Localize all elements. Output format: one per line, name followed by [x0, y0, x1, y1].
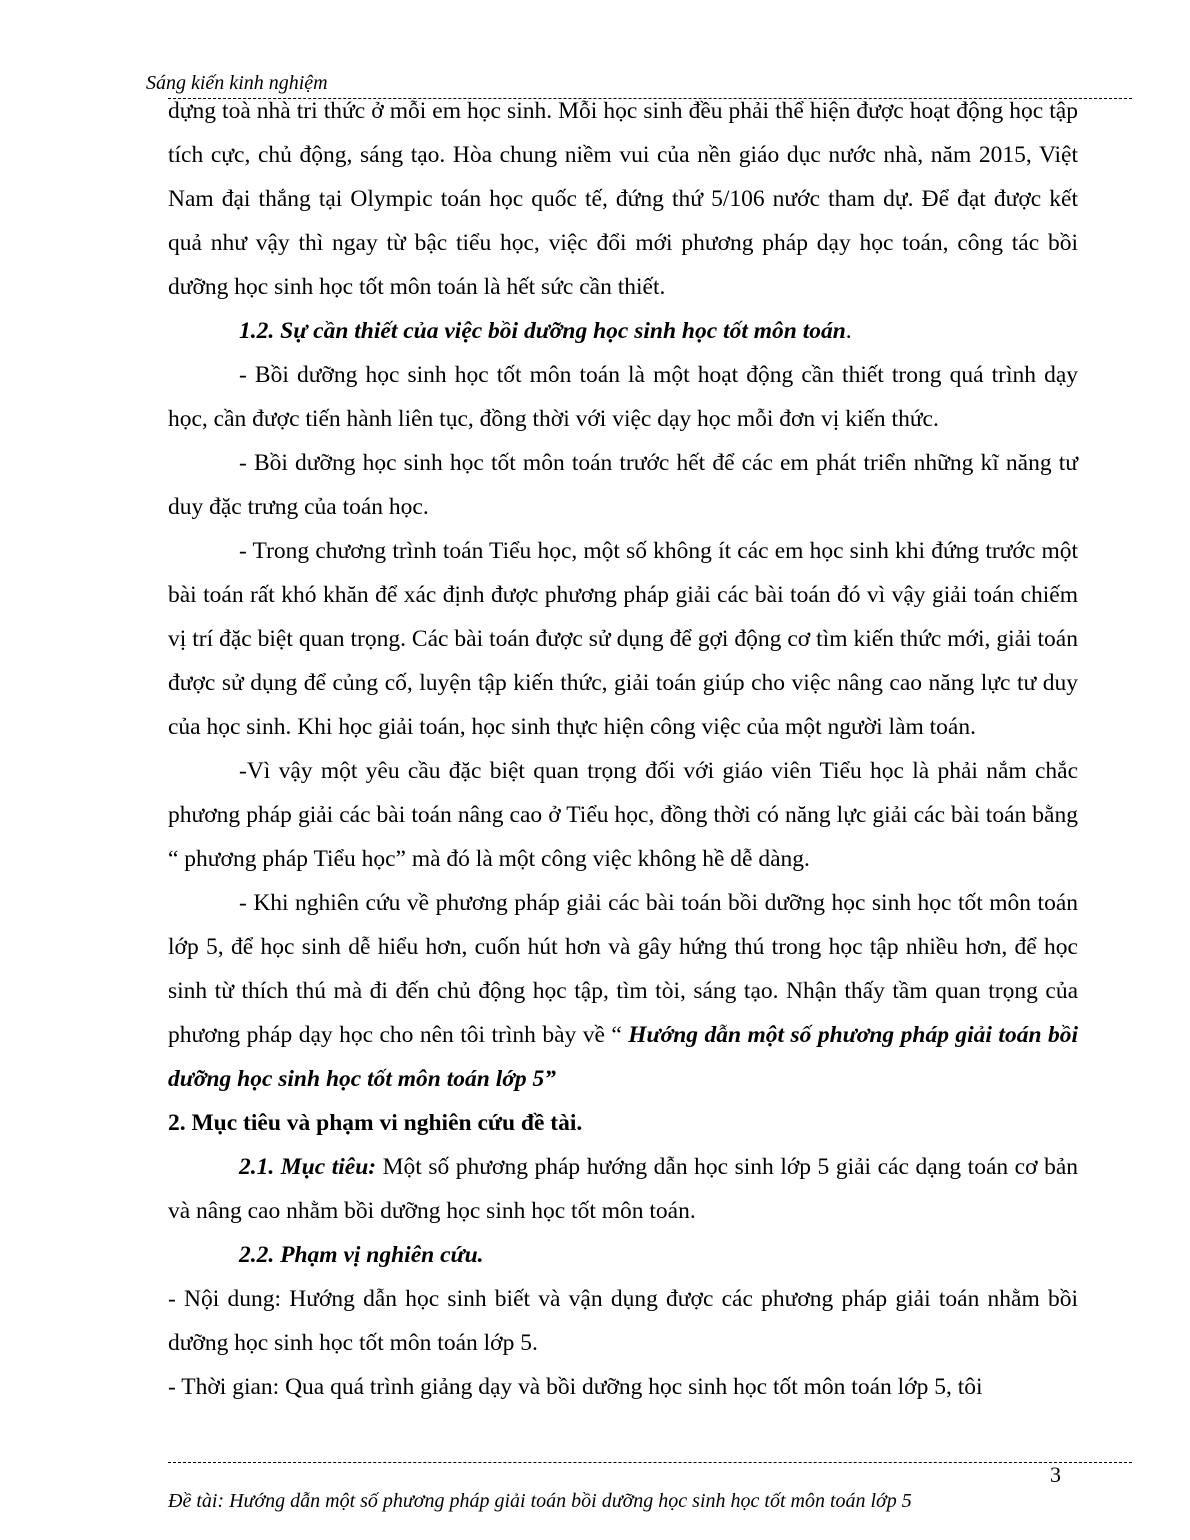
page-header: Sáng kiến kinh nghiệm — [146, 72, 328, 94]
paragraph: -Vì vậy một yêu cầu đặc biệt quan trọng đối với giáo viên Tiểu học là phải nắm chắc phương pháp giải các bài toán nâng cao ở Tiểu học, đồng thời có năng lực giải các bài toán bằng “ phương pháp Tiểu học” mà đó là một công việc không hề dễ dàng. — [168, 758, 1078, 872]
heading-text: 1.2. Sự cần thiết của việc bồi dưỡng học sinh học tốt môn toán — [239, 318, 846, 344]
paragraph: - Trong chương trình toán Tiểu học, một số không ít các em học sinh khi đứng trước một bài toán rất khó khăn để xác định được phương pháp giải các bài toán đó vì vậy giải toán chiếm vị trí đặc biệt quan trọng. Các bài toán được sử dụng để gợi động cơ tìm kiến thức mới, giải toán được sử dụng để củng cố, luyện tập kiến thức, giải toán giúp cho việc nâng cao năng lực tư duy của học sinh. Khi học giải toán, học sinh thực hiện công việc của một người làm toán. — [168, 538, 1078, 740]
footer-divider — [168, 1462, 1132, 1463]
paragraph: - Bồi dưỡng học sinh học tốt môn toán là một hoạt động cần thiết trong quá trình dạy học, cần được tiến hành liên tục, đồng thời với việc dạy học mỗi đơn vị kiến thức. — [168, 362, 1078, 432]
page-footer: Đề tài: Hướng dẫn một số phương pháp giải toán bồi dưỡng học sinh học tốt môn toán lớp 5 — [168, 1490, 912, 1512]
document-body — [168, 89, 1078, 1409]
heading-period: . — [845, 318, 852, 344]
paragraph: - Bồi dưỡng học sinh học tốt môn toán trước hết để các em phát triển những kĩ năng tư duy đặc trưng của toán học. — [168, 450, 1078, 520]
page-number: 3 — [1050, 1462, 1061, 1487]
heading-label: 2.1. Mục tiêu: — [239, 1154, 377, 1180]
section-heading-2-2: 2.2. Phạm vị nghiên cứu. — [239, 1242, 484, 1268]
paragraph — [168, 881, 1078, 1101]
paragraph: dựng toà nhà tri thức ở mỗi em học sinh. Mỗi học sinh đều phải thể hiện được hoạt động học tập tích cực, chủ động, sáng tạo. Hòa chung niềm vui của nền giáo dục nước nhà, năm 2015, Việt Nam đại thắng tại Olympic toán học quốc tế, đứng thứ 5/106 nước tham dự. Để đạt được kết quả như vậy thì ngay từ bậc tiểu học, việc đổi mới phương pháp dạy học toán, công tác bồi dưỡng học sinh học tốt môn toán là hết sức cần thiết. — [168, 98, 1078, 300]
paragraph-text: Một số phương pháp hướng dẫn học sinh lớp 5 giải các dạng toán cơ bản và nâng cao nhằm bồi dưỡng học sinh học tốt môn toán. — [168, 1154, 1078, 1224]
paragraph: - Nội dung: Hướng dẫn học sinh biết và vận dụng được các phương pháp giải toán nhằm bồi dưỡng học sinh học tốt môn toán lớp 5. — [168, 1286, 1078, 1356]
section-heading-2: 2. Mục tiêu và phạm vi nghiên cứu đề tài. — [168, 1110, 583, 1136]
section-heading-1-2 — [168, 309, 1078, 353]
topic-title: Hướng dẫn một số phương pháp giải toán bồi dưỡng học sinh học tốt môn toán lớp 5” — [168, 1022, 1078, 1092]
paragraph: - Thời gian: Qua quá trình giảng dạy và bồi dưỡng học sinh học tốt môn toán lớp 5, tôi — [168, 1374, 983, 1400]
paragraph-text: - Khi nghiên cứu về phương pháp giải các bài toán bồi dưỡng học sinh học tốt môn toán lớp 5, để học sinh dễ hiểu hơn, cuốn hút hơn và gây hứng thú trong học tập nhiều hơn, để học sinh từ thích thú mà đi đến chủ động học tập, tìm tòi, sáng tạo. Nhận thấy tầm quan trọng của phương pháp dạy học cho nên tôi trình bày về “ — [168, 890, 1078, 1048]
section-2-1 — [168, 1145, 1078, 1233]
